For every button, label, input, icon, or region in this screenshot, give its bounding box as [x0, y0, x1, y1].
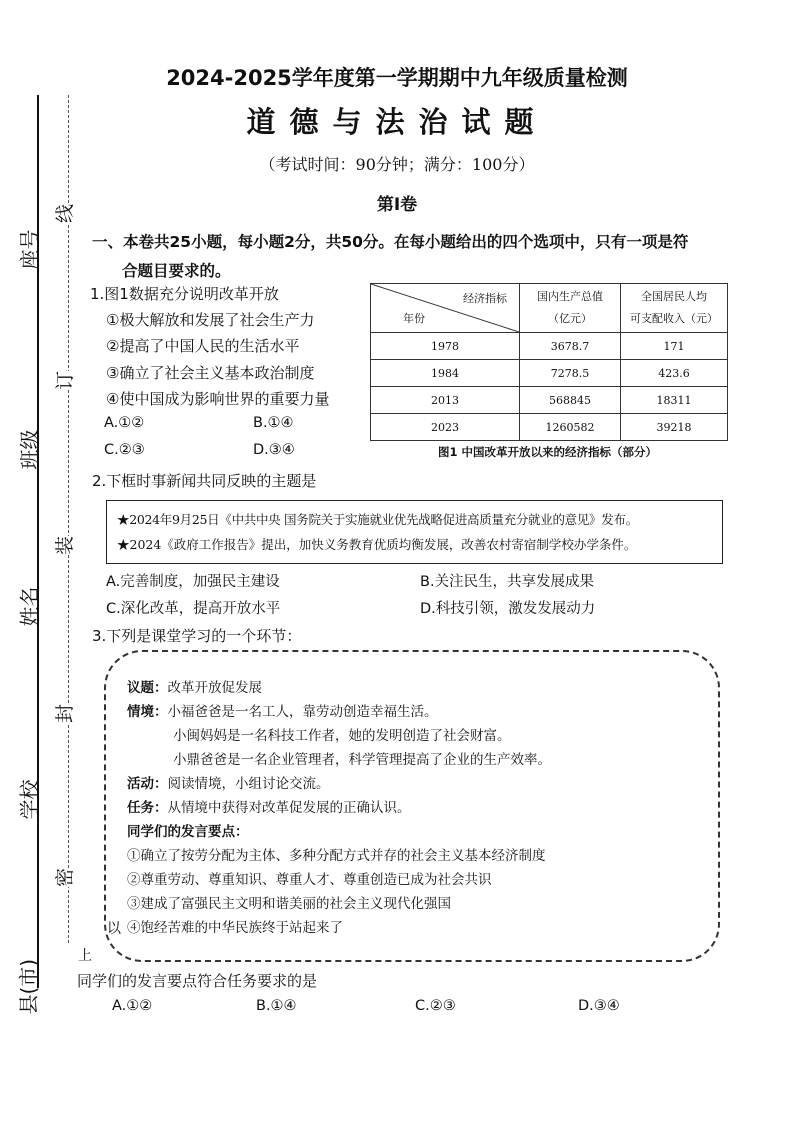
q2-stem: 2.下框时事新闻共同反映的主题是 — [92, 472, 317, 490]
gdp-header-line1: 国内生产总值 — [537, 290, 603, 303]
gdp-header — [520, 284, 621, 333]
q1-option-c[interactable]: C.②③ — [104, 442, 145, 458]
task-label: 任务： — [127, 800, 168, 816]
instructions-line1: 一、本卷共25小题，每小题2分，共50分。在每小题给出的四个选项中，只有一项是符 — [92, 233, 689, 251]
year-cell: 2013 — [371, 387, 520, 414]
q3-stem: 3.下列是课堂学习的一个环节： — [92, 627, 302, 645]
seat-label-box — [8, 215, 48, 275]
figure-caption: 图1 中国改革开放以来的经济指标（部分） — [438, 445, 658, 459]
stray-mark-1: 以 — [107, 921, 121, 937]
instructions-line2: 合题目要求的。 — [122, 262, 231, 280]
situation-3: 小鼎爸爸是一名企业管理者，科学管理提高了企业的生产效率。 — [173, 752, 551, 768]
activity-text: 阅读情境，小组讨论交流。 — [167, 776, 330, 792]
q3-option-a[interactable]: A.①② — [112, 998, 153, 1014]
income-header-line1: 全国居民人均 — [641, 290, 707, 303]
gdp-header-line2: （亿元） — [548, 312, 592, 325]
section-instructions — [92, 228, 732, 286]
income-cell: 171 — [621, 333, 728, 360]
name-label-box — [8, 572, 48, 632]
q2-option-b[interactable]: B.关注民生，共享发展成果 — [420, 574, 595, 590]
income-cell: 423.6 — [621, 360, 728, 387]
topic-label: 议题： — [127, 680, 168, 696]
part-title: 第Ⅰ卷 — [376, 195, 418, 215]
q1-option-d[interactable]: D.③④ — [253, 442, 295, 458]
gdp-cell: 3678.7 — [520, 333, 621, 360]
class-label: 班级 — [17, 429, 42, 470]
q3-option-d[interactable]: D.③④ — [578, 998, 620, 1014]
q3-situation-row — [127, 700, 438, 720]
q3-topic-row — [127, 676, 262, 696]
point-3: ③建成了富强民主文明和谐美丽的社会主义现代化强国 — [127, 896, 451, 912]
topic-text: 改革开放促发展 — [167, 680, 262, 696]
diag-top-label: 经济指标 — [463, 292, 507, 305]
point-1: ①确立了按劳分配为主体、多种分配方式并存的社会主义基本经济制度 — [127, 848, 546, 864]
q2-option-a[interactable]: A.完善制度，加强民主建设 — [106, 574, 280, 590]
table-diagonal-header — [371, 284, 520, 333]
situation-label: 情境： — [127, 704, 168, 720]
table-row — [371, 387, 728, 414]
income-header — [621, 284, 728, 333]
table-row — [371, 360, 728, 387]
q3-activity-row — [127, 772, 330, 792]
table-row — [371, 414, 728, 441]
exam-title-line1: 2024-2025学年度第一学期期中九年级质量检测 — [166, 66, 628, 90]
gdp-cell: 1260582 — [520, 414, 621, 441]
year-cell: 1978 — [371, 333, 520, 360]
binding-word-bind: 订 — [48, 371, 79, 390]
binding-word-pack: 装 — [48, 536, 79, 555]
county-label: 县(市) — [16, 958, 41, 1015]
income-header-line2: 可支配收入（元） — [630, 312, 718, 325]
county-label-box — [0, 945, 62, 1015]
income-cell: 39218 — [621, 414, 728, 441]
binding-word-line: 线 — [48, 204, 79, 223]
diag-bottom-label: 年份 — [403, 312, 425, 325]
q1-item-1: ①极大解放和发展了社会生产力 — [106, 311, 315, 329]
exam-info: （考试时间：90分钟；满分：100分） — [259, 155, 535, 174]
name-label: 姓名 — [17, 586, 42, 627]
stray-mark-2: 上 — [78, 948, 92, 964]
school-label: 学校 — [17, 779, 42, 820]
gdp-cell: 7278.5 — [520, 360, 621, 387]
point-4: ④饱经苦难的中华民族终于站起来了 — [127, 920, 343, 936]
q3-option-b[interactable]: B.①④ — [256, 998, 297, 1014]
binding-word-seal: 封 — [48, 704, 79, 723]
situation-2: 小闽妈妈是一名科技工作者，她的发明创造了社会财富。 — [173, 728, 511, 744]
news-item-1: ★2024年9月25日《中共中央 国务院关于实施就业优先战略促进高质量充分就业的意见》发布。 — [117, 512, 638, 527]
class-label-box — [8, 415, 48, 475]
year-cell: 1984 — [371, 360, 520, 387]
binding-word-secret: 密 — [48, 868, 79, 887]
q1-option-b[interactable]: B.①④ — [253, 415, 294, 431]
school-label-box — [8, 765, 48, 825]
q1-item-4: ④使中国成为影响世界的重要力量 — [106, 390, 330, 408]
exam-title-subject: 道德与法治试题 — [246, 105, 548, 139]
q3-question: 同学们的发言要点符合任务要求的是 — [77, 972, 318, 990]
points-label: 同学们的发言要点： — [127, 824, 249, 840]
news-item-2: ★2024《政府工作报告》提出，加快义务教育优质均衡发展，改善农村寄宿制学校办学条件。 — [117, 537, 637, 552]
q1-stem: 1.图1数据充分说明改革开放 — [90, 285, 279, 303]
task-text: 从情境中获得对改革促发展的正确认识。 — [167, 800, 411, 816]
seat-label: 座号 — [17, 229, 42, 270]
point-2: ②尊重劳动、尊重知识、尊重人才、尊重创造已成为社会共识 — [127, 872, 492, 888]
activity-label: 活动： — [127, 776, 168, 792]
gdp-cell: 568845 — [520, 387, 621, 414]
q2-option-d[interactable]: D.科技引领，激发发展动力 — [420, 601, 596, 617]
year-cell: 2023 — [371, 414, 520, 441]
q1-item-2: ②提高了中国人民的生活水平 — [106, 337, 300, 355]
q3-task-row — [127, 796, 411, 816]
economic-indicator-table — [370, 283, 728, 441]
q1-option-a[interactable]: A.①② — [104, 415, 145, 431]
table-row — [371, 333, 728, 360]
income-cell: 18311 — [621, 387, 728, 414]
situation-1: 小福爸爸是一名工人，靠劳动创造幸福生活。 — [167, 704, 438, 720]
q1-figure — [370, 283, 728, 460]
q2-option-c[interactable]: C.深化改革，提高开放水平 — [106, 601, 281, 617]
news-box — [106, 500, 723, 564]
q3-option-c[interactable]: C.②③ — [415, 998, 456, 1014]
q1-item-3: ③确立了社会主义基本政治制度 — [106, 364, 315, 382]
